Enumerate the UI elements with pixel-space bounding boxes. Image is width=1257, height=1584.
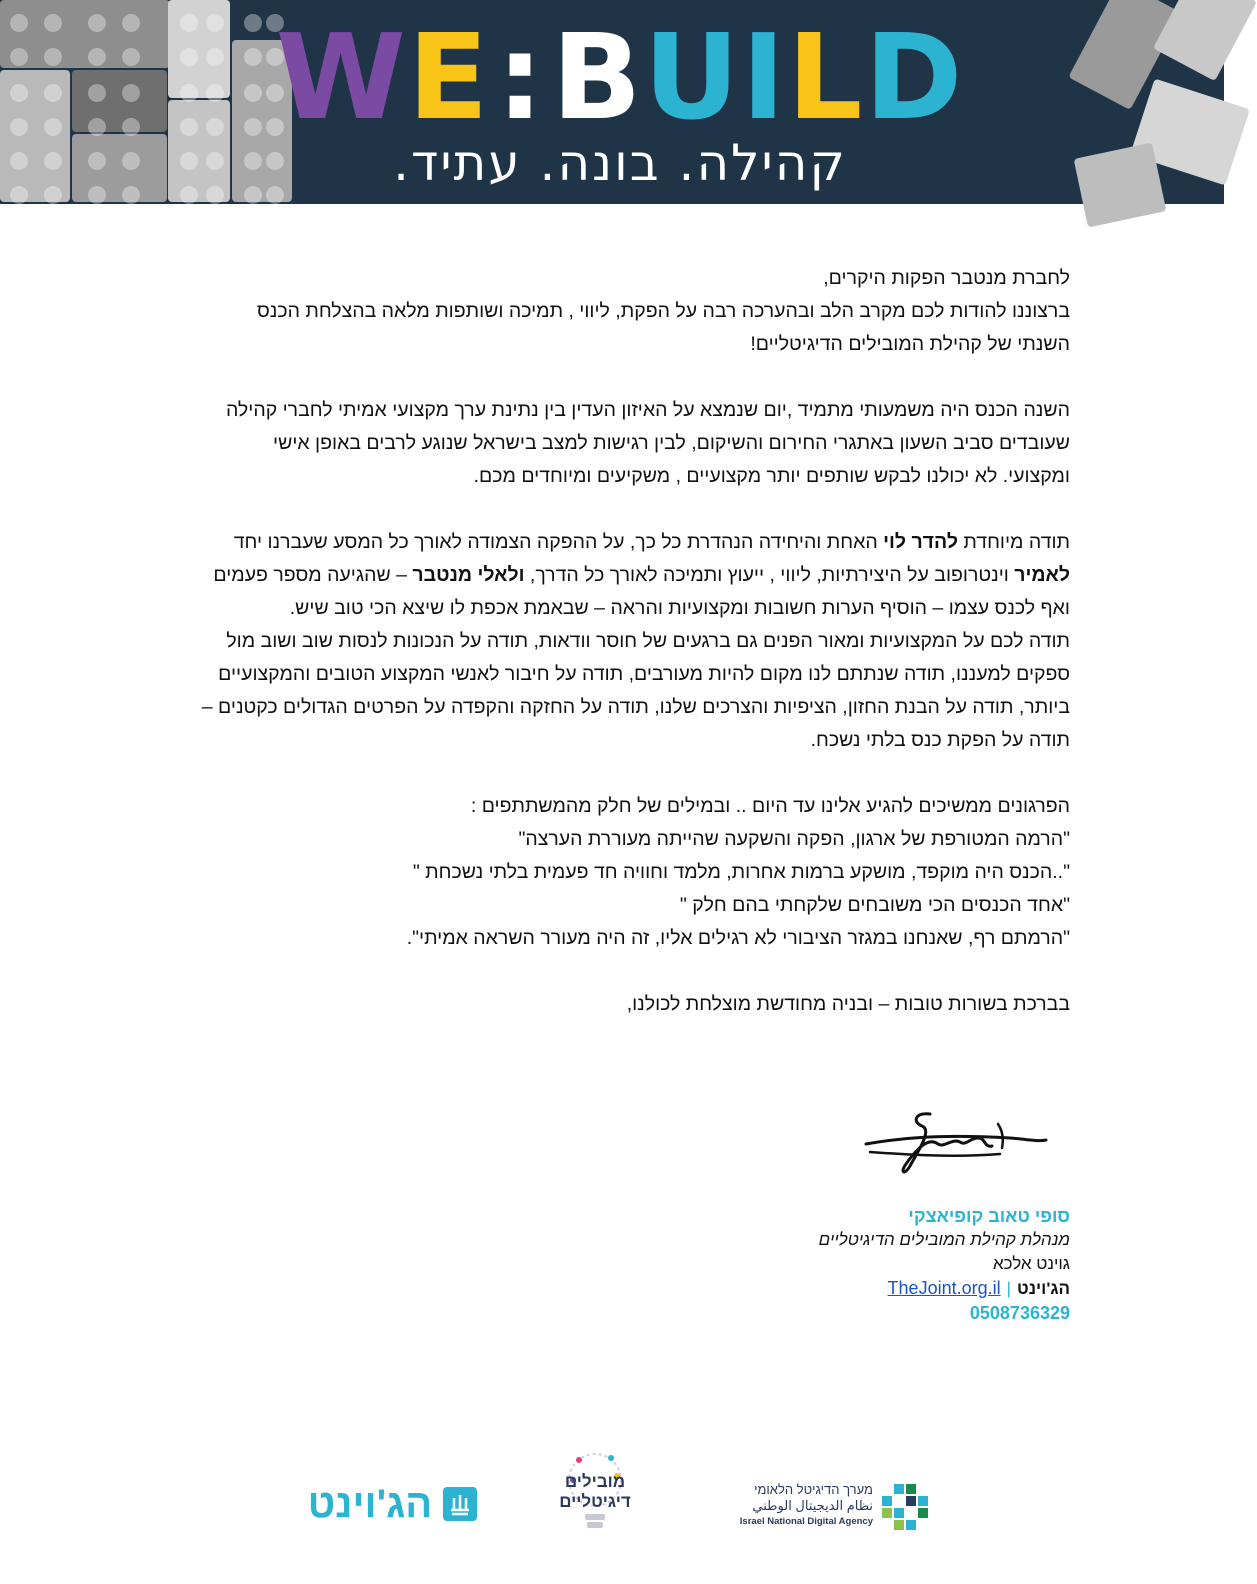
lego-stud-decoration bbox=[122, 186, 140, 204]
letter-closing: בברכת בשורות טובות – ובניה מחודשת מוצלחת לכולנו, bbox=[626, 993, 1070, 1015]
paragraph-line: תודה על הפקת כנס בלתי נשכח. bbox=[810, 729, 1070, 751]
lego-stud-decoration bbox=[44, 48, 62, 66]
wordmark-letter: E bbox=[407, 8, 491, 146]
testimonial-quote: "..הכנס היה מוקפד, מושקע ברמות אחרות, מלמד וחוויה חד פעמית בלתי נשכחת " bbox=[412, 861, 1070, 883]
signer-org-sub: גוינט אלכא bbox=[992, 1254, 1070, 1273]
lego-stud-decoration bbox=[206, 84, 224, 102]
joint-logo-text: הג'וינט bbox=[307, 1482, 433, 1526]
lego-stud-decoration bbox=[10, 152, 28, 170]
testimonial-quote: "אחד הכנסים הכי משובחים שלקחתי בהם חלק " bbox=[679, 894, 1070, 916]
wordmark-letter: : bbox=[496, 8, 546, 146]
paragraph-line bbox=[140, 526, 1070, 559]
bold-name: לאמיר bbox=[1014, 564, 1070, 586]
lego-stud-decoration bbox=[180, 84, 198, 102]
bold-name: להדר לוי bbox=[883, 531, 958, 553]
lego-stud-decoration bbox=[244, 152, 262, 170]
signer-role: מנהלת קהילת המובילים הדיגיטליים bbox=[818, 1230, 1070, 1249]
lego-stud-decoration bbox=[44, 84, 62, 102]
agency-text bbox=[725, 1482, 873, 1530]
lego-stud-decoration bbox=[10, 14, 28, 32]
lego-brick-decoration bbox=[1074, 142, 1167, 227]
lego-stud-decoration bbox=[180, 14, 198, 32]
signature-block bbox=[640, 1204, 1070, 1325]
text-run: תודה מיוחדת bbox=[957, 531, 1070, 553]
lego-stud-decoration bbox=[44, 152, 62, 170]
lego-stud-decoration bbox=[206, 186, 224, 204]
text-run: האחת והיחידה הנהדרת כל כך, על ההפקה הצמודה לאורך כל המסע שעברנו יחד bbox=[233, 531, 884, 553]
website-link[interactable]: TheJoint.org.il bbox=[887, 1278, 1001, 1298]
lego-stud-decoration bbox=[206, 48, 224, 66]
phone-number: 0508736329 bbox=[969, 1303, 1070, 1323]
letter-body bbox=[140, 262, 1070, 1021]
banner-tagline: קהילה. בונה. עתיד. דיגיטלי. bbox=[393, 134, 847, 258]
paragraph-line: ביותר, תודה על הבנת החזון, הציפיות והצרכים שלנו, תודה על החזקה והקפדה על הפרטים הגדולים כקטנים – bbox=[201, 696, 1070, 718]
paragraph-line: ברצוננו להודות לכם מקרב הלב ובהערכה רבה על הפקת, ליווי , תמיכה ושותפות מלאה בהצלחת הכנס bbox=[256, 300, 1070, 322]
logo-text-line: דיגיטליים bbox=[559, 1492, 631, 1511]
lego-stud-decoration bbox=[88, 152, 106, 170]
lego-stud-decoration bbox=[10, 118, 28, 136]
wordmark-letter: D bbox=[864, 8, 965, 146]
joint-emblem-icon bbox=[442, 1486, 478, 1522]
lego-stud-decoration bbox=[44, 14, 62, 32]
wordmark-letter: I bbox=[741, 8, 788, 146]
paragraph-line: תודה לכם על המקצועיות ומאור הפנים גם ברגעים של חוסר וודאות, תודה על הנכונות לנסות שוב ושוב מול bbox=[226, 630, 1070, 652]
testimonial-quote: "הרמתם רף, שאנחנו במגזר הציבורי לא רגילים אליו, זה היה מעורר השראה אמיתי". bbox=[406, 927, 1070, 949]
lego-stud-decoration bbox=[244, 14, 262, 32]
lego-stud-decoration bbox=[88, 186, 106, 204]
lego-stud-decoration bbox=[88, 48, 106, 66]
testimonial-quote: "הרמה המטורפת של ארגון, הפקה והשקעה שהייתה מעוררת הערצה" bbox=[518, 828, 1070, 850]
handwritten-signature bbox=[860, 1108, 1050, 1180]
lego-stud-decoration bbox=[88, 118, 106, 136]
lego-stud-decoration bbox=[266, 48, 284, 66]
letter-greeting: לחברת מנטבר הפקות היקרים, bbox=[823, 267, 1070, 289]
lego-stud-decoration bbox=[206, 14, 224, 32]
agency-name-english: Israel National Digital Agency bbox=[739, 1516, 873, 1527]
paragraph-line: שעובדים סביב השעון באתגרי החירום והשיקום, לבין רגישות למצב בישראל שנוגע לרבים באופן אישי bbox=[273, 432, 1070, 454]
lego-stud-decoration bbox=[180, 186, 198, 204]
wordmark-letter: U bbox=[643, 8, 742, 146]
lego-brick-decoration bbox=[168, 0, 230, 98]
webuild-wordmark bbox=[275, 8, 965, 146]
lego-stud-decoration bbox=[244, 186, 262, 204]
lego-stud-decoration bbox=[244, 84, 262, 102]
header-banner bbox=[0, 0, 1224, 258]
lego-stud-decoration bbox=[206, 118, 224, 136]
wordmark-letter: L bbox=[787, 8, 865, 146]
separator: | bbox=[1006, 1279, 1012, 1298]
bold-name: ולאלי מנטבר bbox=[412, 564, 525, 586]
signer-name: סופי טאוב קופיאצקי bbox=[908, 1206, 1070, 1226]
joint-logo bbox=[300, 1478, 480, 1530]
agency-name-hebrew: מערך הדיגיטל הלאומי bbox=[754, 1482, 873, 1497]
lego-brick-decoration bbox=[168, 100, 230, 202]
logo-text-line: מובילים bbox=[564, 1472, 626, 1491]
paragraph-line: ספקים למעננו, תודה שנתתם לנו מקום להיות מעורבים, תודה על חיבור לאנשי המקצוע הטובים והמקצועיים bbox=[218, 663, 1070, 685]
lego-stud-decoration bbox=[244, 118, 262, 136]
agency-emblem-icon bbox=[880, 1482, 930, 1532]
text-run: וינטרופוב על היצירתיות, ליווי , ייעוץ ותמיכה לאורך כל הדרך, bbox=[524, 564, 1015, 586]
lego-stud-decoration bbox=[10, 186, 28, 204]
lego-stud-decoration bbox=[266, 118, 284, 136]
lego-stud-decoration bbox=[122, 152, 140, 170]
lego-brick-decoration bbox=[72, 70, 167, 132]
paragraph-line bbox=[140, 559, 1070, 592]
lego-stud-decoration bbox=[244, 48, 262, 66]
lego-stud-decoration bbox=[266, 186, 284, 204]
wordmark-letter: B bbox=[551, 8, 644, 146]
lego-stud-decoration bbox=[88, 14, 106, 32]
lego-stud-decoration bbox=[206, 152, 224, 170]
org-name: הג'וינט bbox=[1017, 1279, 1070, 1298]
lego-stud-decoration bbox=[88, 84, 106, 102]
paragraph-line: ואף לכנס עצמו – הוסיף הערות חשובות ומקצועיות והראה – שבאמת אכפת לו שיצא הכי טוב שיש. bbox=[289, 597, 1070, 619]
lego-stud-decoration bbox=[180, 152, 198, 170]
lego-stud-decoration bbox=[10, 84, 28, 102]
lego-stud-decoration bbox=[122, 14, 140, 32]
lego-stud-decoration bbox=[266, 14, 284, 32]
lego-stud-decoration bbox=[44, 186, 62, 204]
digital-leaders-logo-text bbox=[555, 1472, 635, 1512]
lego-stud-decoration bbox=[44, 118, 62, 136]
lego-stud-decoration bbox=[180, 118, 198, 136]
text-run: – שהגיעה מספר פעמים bbox=[213, 564, 413, 586]
paragraph-line: השנה הכנס היה משמעותי מתמיד ,יום שנמצא על האיזון העדין בין נתינת ערך מקצועי אמיתי לחברי קהילה bbox=[225, 399, 1070, 421]
lego-stud-decoration bbox=[180, 48, 198, 66]
national-digital-agency-logo bbox=[725, 1478, 935, 1532]
lego-stud-decoration bbox=[10, 48, 28, 66]
lego-stud-decoration bbox=[122, 118, 140, 136]
lego-stud-decoration bbox=[122, 84, 140, 102]
quotes-intro: הפרגונים ממשיכים להגיע אלינו עד היום .. ובמילים של חלק מהמשתתפים : bbox=[470, 795, 1070, 817]
lego-stud-decoration bbox=[266, 84, 284, 102]
paragraph-line: ומקצועי. לא יכולנו לבקש שותפים יותר מקצועיים , משקיעים ומיוחדים מכם. bbox=[473, 465, 1070, 487]
org-line bbox=[640, 1276, 1070, 1301]
agency-name-arabic: نظام الديجيتال الوطني bbox=[752, 1498, 873, 1513]
lego-brick-decoration bbox=[72, 134, 167, 202]
wordmark-letter: W bbox=[275, 8, 408, 146]
paragraph-line: השנתי של קהילת המובילים הדיגיטליים! bbox=[750, 333, 1070, 355]
digital-leaders-logo bbox=[555, 1446, 635, 1536]
lego-stud-decoration bbox=[122, 48, 140, 66]
lego-stud-decoration bbox=[266, 152, 284, 170]
